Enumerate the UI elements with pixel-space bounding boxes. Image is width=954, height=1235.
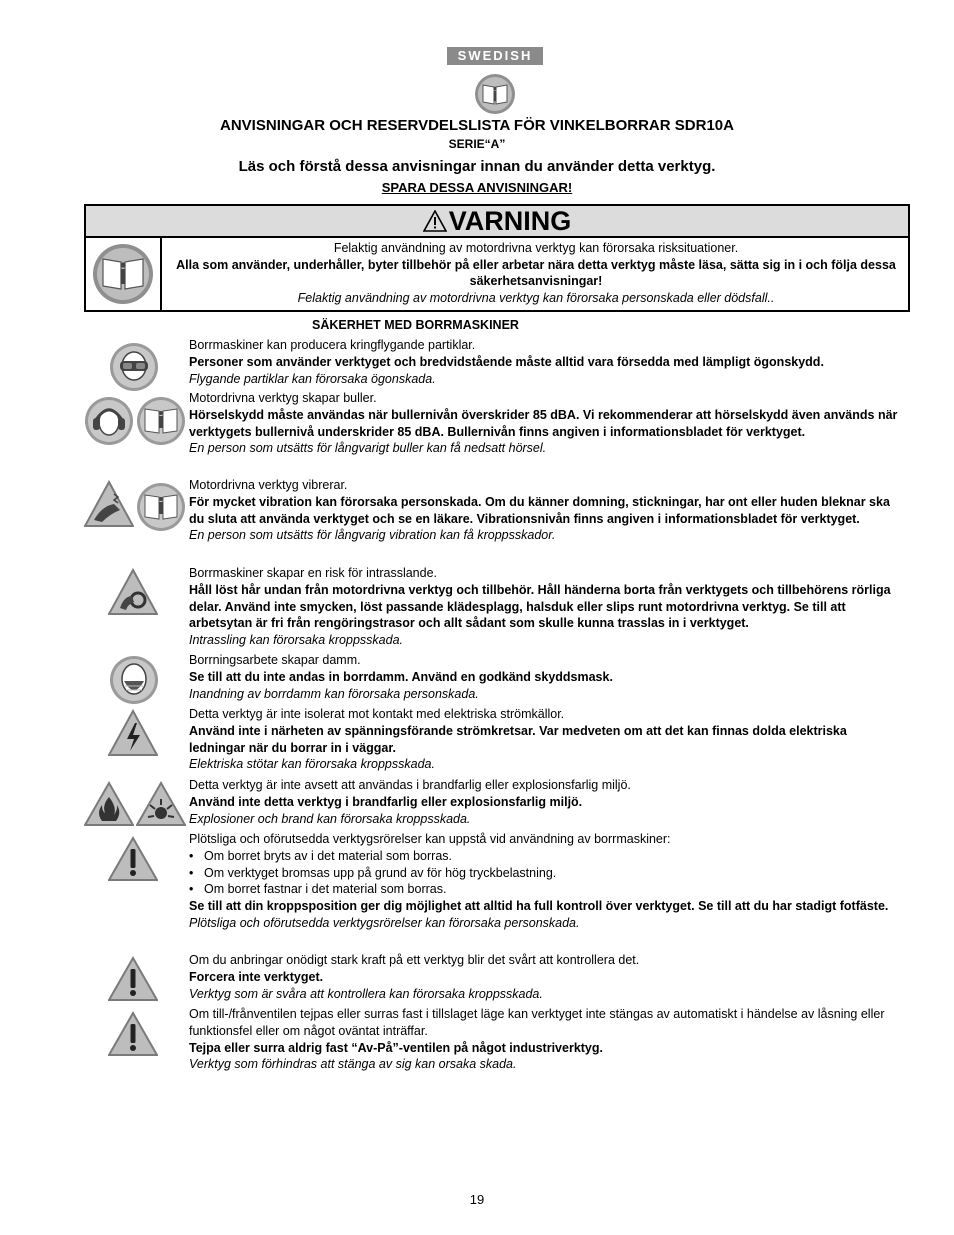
vibration-hazard-icon [84,480,134,528]
warning-header [86,206,908,238]
item-intro: Om till-/frånventilen tejpas eller surras fast i tillslaget läge kan verktyget inte stängas av automatiskt i händelse av låsning eller funktionsfel eller om något oväntat inträffar. [189,1007,885,1038]
item-intro: Borrningsarbete skapar damm. [189,653,361,667]
manual-icon [136,396,186,446]
item-intro: Detta verktyg är inte avsett att användas i brandfarlig eller explosionsfarlig miljö. [189,778,631,792]
manual-icon [136,482,186,532]
item-bullet: • Om borret bryts av i det material som borras. [189,848,899,865]
save-instructions: SPARA DESSA ANVISNINGAR! [381,180,573,195]
item-instruction: Använd inte detta verktyg i brandfarlig eller explosionsfarlig miljö. [189,794,583,809]
entanglement-hazard-icon [108,568,158,616]
item-consequence: Intrassling kan förorsaka kroppsskada. [189,633,403,648]
ear-protection-icon [84,396,134,446]
safety-item [189,1006,899,1073]
warning-text [164,240,908,306]
manual-icon [90,242,156,306]
item-intro: Borrmaskiner kan producera kringflygande partiklar. [189,338,476,352]
safety-item [189,831,899,932]
manual-icon [474,73,516,115]
warning-manual-cell [86,238,162,310]
item-consequence: Plötsliga och oförutsedda verktygsrörelser kan förorsaka personskada. [189,915,580,930]
item-consequence: Verktyg som är svåra att kontrollera kan förorsaka kroppsskada. [189,986,543,1001]
item-intro: Plötsliga och oförutsedda verktygsrörelser kan uppstå vid användning av borrmaskiner: [189,832,671,846]
safety-item [189,706,899,773]
safety-item [189,652,899,702]
item-consequence: Flygande partiklar kan förorsaka ögonskada. [189,371,436,386]
general-warning-icon [108,1011,158,1057]
goggles-icon [109,342,159,392]
item-instruction: Forcera inte verktyget. [189,969,324,984]
warning-box [84,204,910,312]
series-label: SERIE“A” [448,137,506,151]
item-instruction: Hörselskydd måste användas när bullernivån överskrider 85 dBA. Vi rekommenderar att hörselskydd även används när verktygets bullernivå underskrider 85 dBA. Bullernivån finns angiven i informationsbladet för verktyget. [189,407,898,439]
item-consequence: Verktyg som förhindras att stänga av sig kan orsaka skada. [189,1057,517,1072]
warning-line-1: Felaktig användning av motordrivna verktyg kan förorsaka risksituationer. [333,241,739,255]
item-consequence: En person som utsätts för långvarig vibration kan få kroppsskador. [189,528,556,543]
safety-item [189,952,899,1002]
language-badge: SWEDISH [447,47,543,65]
item-instruction: För mycket vibration kan förorsaka personskada. Om du känner domning, stickningar, har ont eller huden bleknar ska du sluta att använda verktyget och se en läkare. Vibrationsnivån finns angiven i informationsbladet för verktyget. [189,494,890,526]
safety-item [189,477,899,544]
item-intro: Motordrivna verktyg skapar buller. [189,391,377,405]
section-title: SÄKERHET MED BORRMASKINER [312,318,519,332]
item-consequence: Inandning av borrdamm kan förorsaka personskada. [189,686,479,701]
item-intro: Detta verktyg är inte isolerat mot kontakt med elektriska strömkällor. [189,707,565,721]
item-instruction: Personer som använder verktyget och bredvidstående måste alltid vara försedda med lämpligt ögonskydd. [189,354,824,369]
item-instruction: Håll löst hår undan från motordrivna verktyg och tillbehör. Håll händerna borta från verktygets och tillbehörens rörliga delar. Använd inte smycken, löst passande klädesplagg, halsduk eller slips runt motordrivna verktyg. Se till att arbetsytan är fri från rengöringstrasor och allt sådant som skulle kunna trasslas in i verktyget. [189,582,891,631]
item-intro: Om du anbringar onödigt stark kraft på ett verktyg blir det svårt att kontrollera det. [189,953,640,967]
item-bullet: • Om verktyget bromsas upp på grund av för hög tryckbelastning. [189,865,899,882]
fire-hazard-icon [84,781,134,827]
item-intro: Motordrivna verktyg vibrerar. [189,478,348,492]
safety-item [189,337,899,387]
item-consequence: Elektriska stötar kan förorsaka kroppsskada. [189,757,435,772]
general-warning-icon [108,836,158,882]
item-consequence: En person som utsätts för långvarigt buller kan få nedsatt hörsel. [189,441,547,456]
safety-item [189,777,899,827]
warning-line-2: Alla som använder, underhåller, byter tillbehör på eller arbetar nära detta verktyg måste läsa, sätta sig in i och följa dessa säkerhetsanvisningar! [176,257,896,288]
item-instruction: Se till att din kroppsposition ger dig möjlighet att alltid ha full kontroll över verktyget. Se till att du har stadigt fotfäste. [189,899,889,914]
item-bullet: • Om borret fastnar i det material som borras. [189,881,899,898]
document-title: ANVISNINGAR OCH RESERVDELSLISTA FÖR VINKELBORRAR SDR10A [220,117,734,134]
page-number: 19 [469,1192,485,1207]
item-consequence: Explosioner och brand kan förorsaka kroppsskada. [189,811,471,826]
item-instruction: Tejpa eller surra aldrig fast “Av-På”-ventilen på något industriverktyg. [189,1040,603,1055]
safety-item [189,565,899,649]
warning-triangle-icon [423,210,447,232]
electric-shock-icon [108,709,158,757]
explosion-hazard-icon [136,781,186,827]
item-instruction: Använd inte i närheten av spänningsförande strömkretsar. Var medveten om att det kan finnas dolda elektriska ledningar när du borrar in i väggar. [189,723,847,755]
warning-heading: VARNING [448,206,572,236]
read-instructions: Läs och förstå dessa anvisningar innan du använder detta verktyg. [238,158,716,175]
respirator-icon [109,655,159,705]
warning-line-3: Felaktig användning av motordrivna verktyg kan förorsaka personskada eller dödsfall.. [297,290,775,305]
item-instruction: Se till att du inte andas in borrdamm. Använd en godkänd skyddsmask. [189,669,613,684]
safety-item [189,390,899,457]
general-warning-icon [108,956,158,1002]
item-intro: Borrmaskiner skapar en risk för intrasslande. [189,566,438,580]
